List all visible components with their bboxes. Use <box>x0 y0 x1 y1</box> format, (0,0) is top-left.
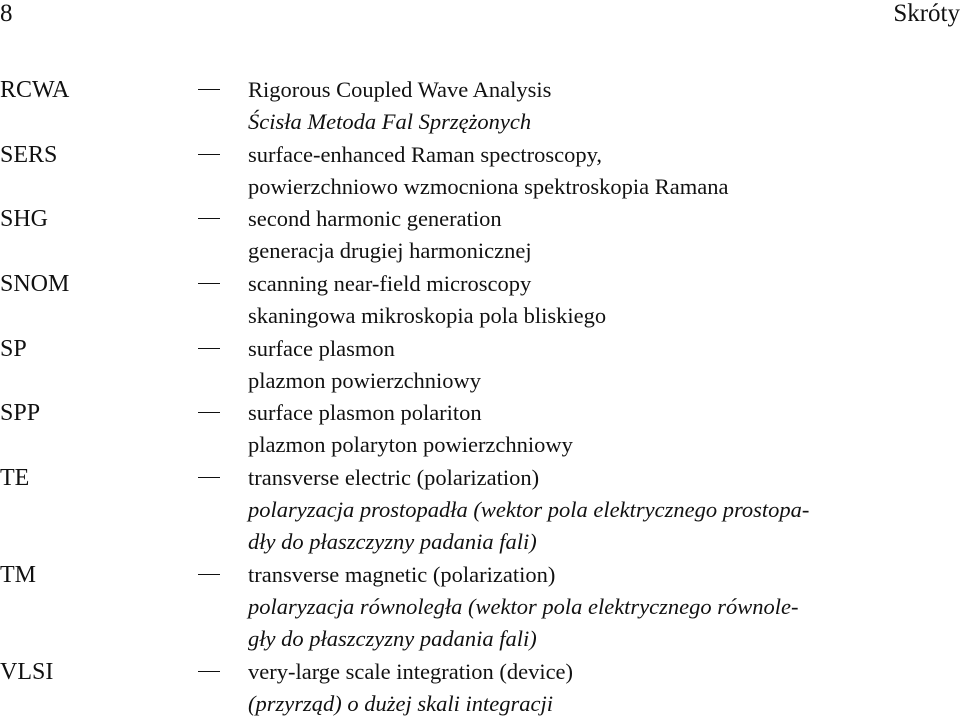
english-expansion: surface-enhanced Raman spectroscopy, <box>248 142 603 167</box>
running-head: Skróty <box>893 0 960 27</box>
abbreviation-term: VLSI <box>0 659 54 685</box>
english-expansion: Rigorous Coupled Wave Analysis <box>248 77 552 102</box>
dash-separator <box>198 412 220 413</box>
dash-separator <box>198 283 220 284</box>
english-expansion: transverse magnetic (polarization) <box>248 562 556 587</box>
dash-separator <box>198 348 220 349</box>
abbreviation-term: SNOM <box>0 271 70 297</box>
polish-translation: plazmon polaryton powierzchniowy <box>248 432 573 457</box>
dash-separator <box>198 218 220 219</box>
polish-translation: Ścisła Metoda Fal Sprzężonych <box>248 109 532 134</box>
abbreviation-term: TM <box>0 562 36 588</box>
abbreviation-term: SPP <box>0 400 41 426</box>
english-expansion: transverse electric (polarization) <box>248 465 540 490</box>
polish-translation: polaryzacja równoległa (wektor pola elektrycznego równole- <box>248 594 799 619</box>
page-number: 8 <box>0 0 13 27</box>
polish-translation: powierzchniowo wzmocniona spektroskopia Ramana <box>248 174 729 199</box>
abbreviation-term: SHG <box>0 206 49 232</box>
abbreviation-term: SERS <box>0 142 58 168</box>
abbreviation-term: SP <box>0 336 27 362</box>
polish-translation: polaryzacja prostopadła (wektor pola elektrycznego prostopa- <box>248 497 810 522</box>
english-expansion: very-large scale integration (device) <box>248 659 574 684</box>
english-expansion: second harmonic generation <box>248 206 502 231</box>
dash-separator <box>198 671 220 672</box>
dash-separator <box>198 477 220 478</box>
english-expansion: scanning near-field microscopy <box>248 271 532 296</box>
abbreviation-term: RCWA <box>0 77 70 103</box>
english-expansion: surface plasmon polariton <box>248 400 482 425</box>
abbreviation-term: TE <box>0 465 30 491</box>
polish-translation-continued: dły do płaszczyzny padania fali) <box>248 529 537 554</box>
dash-separator <box>198 89 220 90</box>
polish-translation: (przyrząd) o dużej skali integracji <box>248 691 553 716</box>
dash-separator <box>198 154 220 155</box>
polish-translation: plazmon powierzchniowy <box>248 368 482 393</box>
dash-separator <box>198 574 220 575</box>
polish-translation: generacja drugiej harmonicznej <box>248 238 532 263</box>
polish-translation-continued: gły do płaszczyzny padania fali) <box>248 626 537 651</box>
polish-translation: skaningowa mikroskopia pola bliskiego <box>248 303 607 328</box>
english-expansion: surface plasmon <box>248 336 395 361</box>
